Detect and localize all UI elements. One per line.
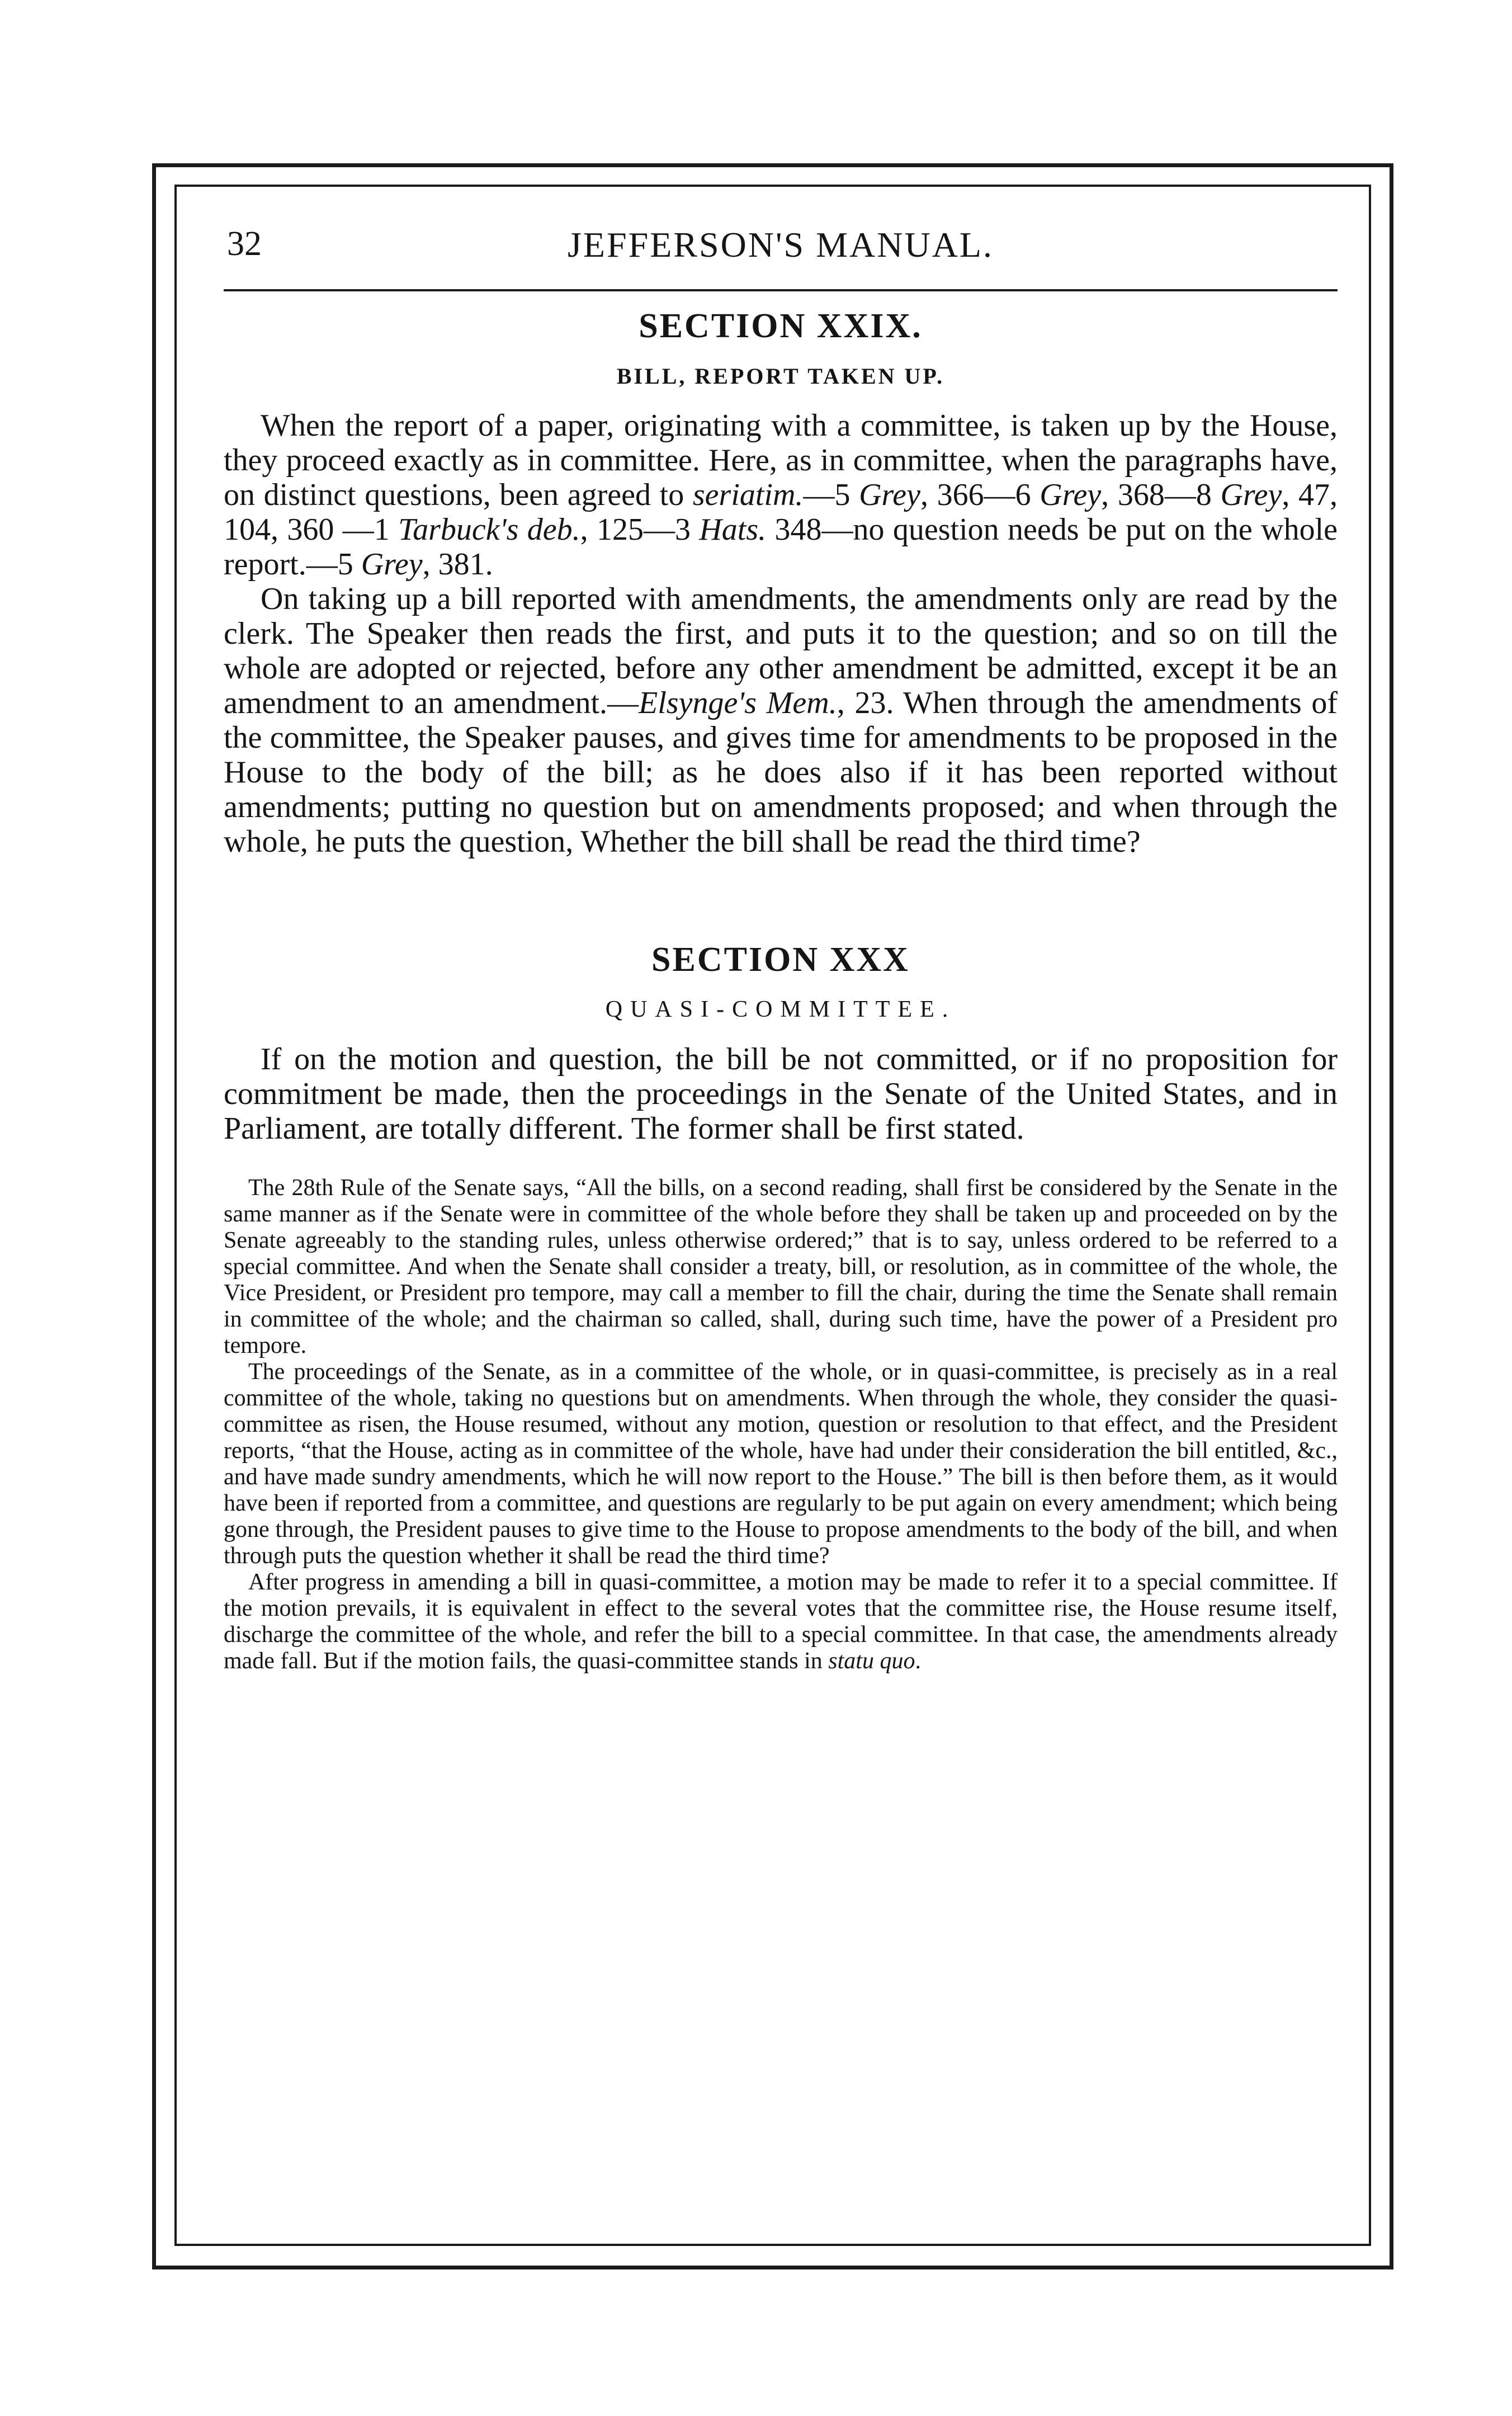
section-29-paragraph-1: When the report of a paper, originating with a committee, is taken up by the House, they proceed exactly as in committee. Here, as in committee, when the paragraphs have, on distinct questions, been agreed to seriatim.—5 Grey, 366—6 Grey, 368—8 Grey, 47, 104, 360 —1 Tarbuck's deb., 125—3 Hats. 348—no question needs be put on the whole report.—5 Grey, 381. xyxy=(224,408,1338,582)
section-30-heading: SECTION XXX xyxy=(651,940,910,979)
header-rule xyxy=(224,289,1338,291)
section-spacer xyxy=(224,859,1338,925)
section-29-subheading: BILL, REPORT TAKEN UP. xyxy=(616,363,945,389)
running-title: JEFFERSON'S MANUAL. xyxy=(568,225,994,265)
note-paragraph-3: After progress in amending a bill in quasi-committee, a motion may be made to refer it to a special committee. If the motion prevails, it is equivalent in effect to the several votes that the committee rise, the House resume itself, discharge the committee of the whole, and refer the bill to a special committee. In that case, the amendments already made fall. But if the motion fails, the quasi-committee stands in statu quo. xyxy=(224,1569,1338,1674)
section-30-subheading: QUASI-COMMITTEE. xyxy=(605,997,956,1022)
section-30-paragraph-1: If on the motion and question, the bill be not committed, or if no proposition for commitment be made, then the proceedings in the Senate of the United States, and in Parliament, are totally different. The former shall be first stated. xyxy=(224,1042,1338,1146)
note-paragraph-1: The 28th Rule of the Senate says, “All the bills, on a second reading, shall first be considered by the Senate in the same manner as if the Senate were in committee of the whole before they shall be taken up and proceeded on by the Senate agreeably to the standing rules, unless otherwise ordered;” that is to say, unless ordered to be referred to a special committee. And when the Senate shall consider a treaty, bill, or resolution, as in committee of the whole, the Vice President, or President pro tempore, may call a member to fill the chair, during the time the Senate shall remain in committee of the whole; and the chairman so called, shall, during such time, have the power of a President pro tempore. xyxy=(224,1175,1338,1358)
section-29-paragraph-2: On taking up a bill reported with amendments, the amendments only are read by the clerk. The Speaker then reads the first, and puts it to the question; and so on till the whole are adopted or rejected, before any other amendment be admitted, except it be an amendment to an amendment.—Elsynge's Mem., 23. When through the amendments of the committee, the Speaker pauses, and gives time for amendments to be proposed in the House to the body of the bill; as he does also if it has been reported without amendments; putting no question but on amendments proposed; and when through the whole, he puts the question, Whether the bill shall be read the third time? xyxy=(224,581,1338,859)
page-number: 32 xyxy=(227,225,262,263)
page-content xyxy=(224,221,1338,1674)
note-spacer xyxy=(224,1146,1338,1175)
running-header xyxy=(224,221,1338,282)
section-29-heading: SECTION XXIX. xyxy=(639,307,923,345)
note-paragraph-2: The proceedings of the Senate, as in a committee of the whole, or in quasi-committee, is precisely as in a real committee of the whole, taking no questions but on amendments. When through the whole, they consider the quasi-committee as risen, the House resumed, without any motion, question or resolution to that effect, and the President reports, “that the House, acting as in committee of the whole, have had under their consideration the bill entitled, &c., and have made sundry amendments, which he will now report to the House.” The bill is then before them, as it would have been if reported from a committee, and questions are regularly to be put again on every amendment; which being gone through, the President pauses to give time to the House to propose amendments to the body of the bill, and when through puts the question whether it shall be read the third time? xyxy=(224,1359,1338,1569)
